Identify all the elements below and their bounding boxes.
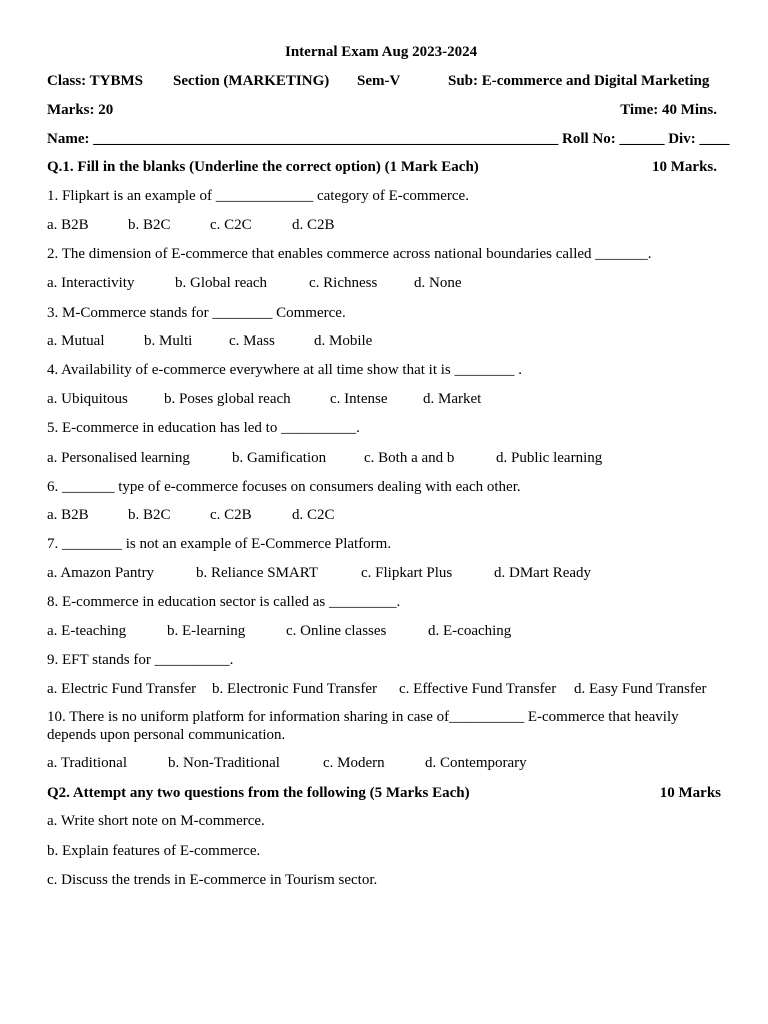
options-row: [47, 390, 721, 408]
q2-marks: 10 Marks: [659, 785, 721, 801]
option: c. C2B: [210, 507, 252, 523]
option: a. Traditional: [47, 755, 128, 771]
subject-label: Sub: E-commerce and Digital Marketing: [448, 73, 710, 89]
option: d. Easy Fund Transfer: [574, 681, 707, 697]
option: b. B2C: [128, 507, 171, 523]
options-row: [47, 449, 721, 467]
name-roll-div-line: Name: ______________________________________________________________ Roll No: ______ Div: ____: [47, 131, 730, 147]
class-label: Class: TYBMS: [47, 73, 143, 89]
option: b. Multi: [144, 333, 193, 349]
question-text: 3. M-Commerce stands for ________ Commerce.: [47, 305, 346, 321]
option: d. DMart Ready: [494, 565, 592, 581]
q2-heading: Q2. Attempt any two questions from the following (5 Marks Each): [47, 785, 470, 801]
option: c. Modern: [323, 755, 385, 771]
question-text: 2. The dimension of E-commerce that enables commerce across national boundaries called _______.: [47, 246, 652, 262]
q1-heading-row: [47, 158, 721, 176]
section-label: Section (MARKETING): [173, 73, 330, 89]
option: d. Mobile: [314, 333, 373, 349]
question-text: 8. E-commerce in education sector is called as _________.: [47, 594, 401, 610]
option: a. Interactivity: [47, 275, 135, 291]
option: b. Reliance SMART: [196, 565, 318, 581]
q1-marks: 10 Marks.: [652, 159, 717, 175]
time-label: Time: 40 Mins.: [620, 102, 717, 118]
option: c. Richness: [309, 275, 378, 291]
option: a. Amazon Pantry: [47, 565, 155, 581]
option: d. C2B: [292, 217, 335, 233]
total-marks-label: Marks: 20: [47, 102, 114, 118]
option: c. Online classes: [286, 623, 387, 639]
question-text: 7. ________ is not an example of E-Commerce Platform.: [47, 536, 392, 552]
option: d. Market: [423, 391, 482, 407]
option: b. Non-Traditional: [168, 755, 280, 771]
options-row: [47, 754, 721, 772]
option: a. B2B: [47, 507, 89, 523]
option: c. Effective Fund Transfer: [399, 681, 557, 697]
question-text: 10. There is no uniform platform for information sharing in case of__________ E-commerce that heavily depends upon personal communication.: [47, 709, 679, 743]
exam-title: Internal Exam Aug 2023-2024: [285, 44, 478, 60]
option: c. Intense: [330, 391, 388, 407]
question-text: 6. _______ type of e-commerce focuses on consumers dealing with each other.: [47, 479, 521, 495]
option: b. Electronic Fund Transfer: [212, 681, 377, 697]
options-row: [47, 506, 721, 524]
option: b. Global reach: [175, 275, 268, 291]
option: d. C2C: [292, 507, 335, 523]
options-row: [47, 332, 721, 350]
option: b. Gamification: [232, 450, 327, 466]
option: a. Electric Fund Transfer: [47, 681, 197, 697]
options-row: [47, 216, 721, 234]
option: a. Ubiquitous: [47, 391, 128, 407]
option: c. C2C: [210, 217, 252, 233]
q2-item: a. Write short note on M-commerce.: [47, 813, 265, 829]
options-row: [47, 564, 721, 582]
option: c. Flipkart Plus: [361, 565, 453, 581]
q1-heading: Q.1. Fill in the blanks (Underline the correct option) (1 Mark Each): [47, 159, 479, 175]
option: d. Public learning: [496, 450, 603, 466]
options-row: [47, 622, 721, 640]
question-text: 9. EFT stands for __________.: [47, 652, 234, 668]
option: d. Contemporary: [425, 755, 527, 771]
options-row: [47, 680, 721, 698]
class-info-row: [47, 72, 721, 90]
q2-item: c. Discuss the trends in E-commerce in Tourism sector.: [47, 872, 378, 888]
option: d. None: [414, 275, 462, 291]
question-text: 5. E-commerce in education has led to __________.: [47, 420, 360, 436]
q2-heading-row: [47, 784, 721, 802]
option: a. E-teaching: [47, 623, 127, 639]
question-text: 1. Flipkart is an example of _____________ category of E-commerce.: [47, 188, 469, 204]
options-row: [47, 274, 721, 292]
option: b. Poses global reach: [164, 391, 291, 407]
question-text: 4. Availability of e-commerce everywhere at all time show that it is ________ .: [47, 362, 523, 378]
semester-label: Sem-V: [357, 73, 401, 89]
option: a. Personalised learning: [47, 450, 190, 466]
option: b. B2C: [128, 217, 171, 233]
option: a. B2B: [47, 217, 89, 233]
option: d. E-coaching: [428, 623, 512, 639]
q2-item: b. Explain features of E-commerce.: [47, 843, 261, 859]
option: c. Both a and b: [364, 450, 455, 466]
option: a. Mutual: [47, 333, 105, 349]
marks-time-row: [47, 101, 721, 119]
exam-paper: [47, 0, 730, 1024]
option: b. E-learning: [167, 623, 246, 639]
option: c. Mass: [229, 333, 275, 349]
